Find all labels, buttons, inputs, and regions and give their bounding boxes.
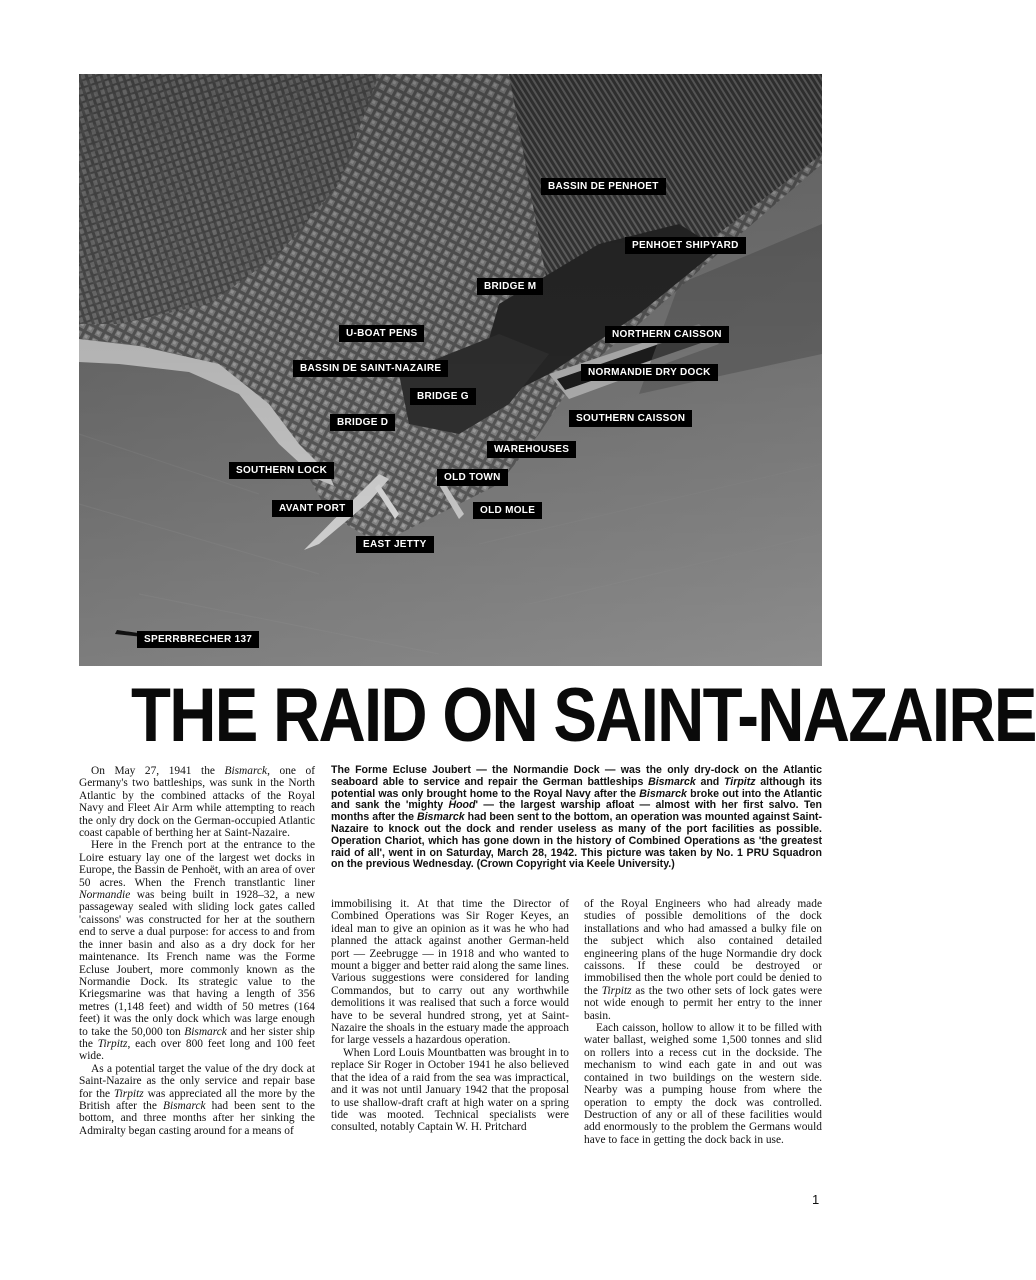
label-old-town: OLD TOWN bbox=[437, 469, 508, 486]
label-old-mole: OLD MOLE bbox=[473, 502, 542, 519]
label-bridge-g: BRIDGE G bbox=[410, 388, 476, 405]
paragraph: When Lord Louis Mountbatten was brought in to replace Sir Roger in October 1941 he also believed that the idea of a raid from the sea was impractical, and it was not until January 1942 that the proposal to use shallow-draft craft at high water on a spring tide was mooted. Technical specialists were consulted, notably Captain W. H. Pritchard bbox=[331, 1046, 569, 1134]
paragraph: As a potential target the value of the dry dock at Saint-Nazaire as the only service and repair base for the Tirpitz was appreciated all the more by the British after the Bismarck had been sent to the bottom, and three months after her sinking the Admiralty began casting around for a means of bbox=[79, 1062, 315, 1137]
paragraph: of the Royal Engineers who had already made studies of possible demolitions of the dock installations and who had amassed a bulky file on the subject which also contained detailed engineering plans of the huge Normandie dry dock caissons. If these could be destroyed or immobilised then the whole port could be denied to the Tirpitz as the two other sets of lock gates were not wide enough to permit her entry to the inner basin. bbox=[584, 898, 823, 1022]
paragraph: On May 27, 1941 the Bismarck, one of Germany's two battleships, was sunk in the North Atlantic by the combined attacks of the Royal Navy and Fleet Air Arm while attempting to reach the only dry dock on the German-occupied Atlantic coast capable of berthing her at Saint-Nazaire. bbox=[79, 765, 315, 840]
article-column-2 bbox=[331, 898, 569, 1134]
paragraph: immobilising it. At that time the Director of Combined Operations was Sir Roger Keyes, an ideal man to give an opinion as it was he who had planned the attack against another German-held port — Zeebrugge — in 1918 and who wanted to mount a bigger and better raid along the same lines. Various suggestions were considered for landing Commandos, but to carry out any worthwhile demolitions it was realised that such a force would have to be several hundred strong, yet at Saint-Nazaire the shoals in the estuary made the approach for large vessels a hazardous operation. bbox=[331, 898, 569, 1047]
article-column-3 bbox=[584, 898, 822, 1146]
label-u-boat-pens: U-BOAT PENS bbox=[339, 325, 424, 342]
page-number: 1 bbox=[812, 1192, 820, 1207]
headline: THE RAID ON SAINT-NAZAIRE bbox=[131, 673, 1036, 758]
label-bridge-m: BRIDGE M bbox=[477, 278, 543, 295]
photo-caption: The Forme Ecluse Joubert — the Normandie Dock — was the only dry-dock on the Atlantic seaboard able to service and repair the German battleships Bismarck and Tirpitz although its potential was only brought home to the Royal Navy after the Bismarck broke out into the Atlantic and sank the 'mighty Hood' — the largest warship afloat — almost with her first salvo. Ten months after the Bismarck had been sent to the bottom, an operation was mounted against Saint-Nazaire to knock out the dock and render useless as many of the port facilities as possible. Operation Chariot, which has gone down in the history of Combined Operations as 'the greatest raid of all', went in on Saturday, March 28, 1942. This picture was taken by No. 1 PRU Squadron on the previous Wednesday. (Crown Copyright via Keele University.) bbox=[331, 764, 822, 871]
label-avant-port: AVANT PORT bbox=[272, 500, 353, 517]
label-bassin-de-saint-nazaire: BASSIN DE SAINT-NAZAIRE bbox=[293, 360, 448, 377]
paragraph: Each caisson, hollow to allow it to be filled with water ballast, weighed some 1,500 tonnes and slid on rollers into a recess cut in the dockside. The mechanism to wind each gate in and out was contained in two buildings on the western side. Nearby was a pumping house from where the operation to empty the dock was controlled. Destruction of any or all of these facilities would add enormously to the problem the Germans would have to face in getting the dock back in use. bbox=[584, 1022, 822, 1146]
aerial-photo bbox=[79, 74, 822, 666]
label-southern-lock: SOUTHERN LOCK bbox=[229, 462, 334, 479]
label-sperrbrecher-137: SPERRBRECHER 137 bbox=[137, 631, 259, 648]
article-column-1 bbox=[79, 765, 315, 1137]
label-warehouses: WAREHOUSES bbox=[487, 441, 576, 458]
label-bridge-d: BRIDGE D bbox=[330, 414, 395, 431]
paragraph: Here in the French port at the entrance to the Loire estuary lay one of the largest wet docks in Europe, the Bassin de Penhoët, with an area of over 50 acres. When the French transtlantic liner Normandie was being built in 1928–32, a new passageway sealed with sliding lock gates called 'caissons' was constructed for her at the southern end to serve a dual purpose: for access to and from the inner basin and also as a dry dock for her maintenance. Its French name was the Forme Ecluse Joubert, more commonly known as the Normandie Dock. Its strategic value to the Kriegsmarine was that having a length of 356 metres (1,148 feet) and width of 50 metres (164 feet) it was the only dock which was large enough to take the 50,000 ton Bismarck and her sister ship the Tirpitz, each over 800 feet long and 100 feet wide. bbox=[79, 839, 315, 1063]
label-east-jetty: EAST JETTY bbox=[356, 536, 434, 553]
label-northern-caisson: NORTHERN CAISSON bbox=[605, 326, 729, 343]
label-southern-caisson: SOUTHERN CAISSON bbox=[569, 410, 692, 427]
label-penhoet-shipyard: PENHOET SHIPYARD bbox=[625, 237, 746, 254]
label-bassin-de-penhoet: BASSIN DE PENHOET bbox=[541, 178, 666, 195]
label-normandie-dry-dock: NORMANDIE DRY DOCK bbox=[581, 364, 718, 381]
